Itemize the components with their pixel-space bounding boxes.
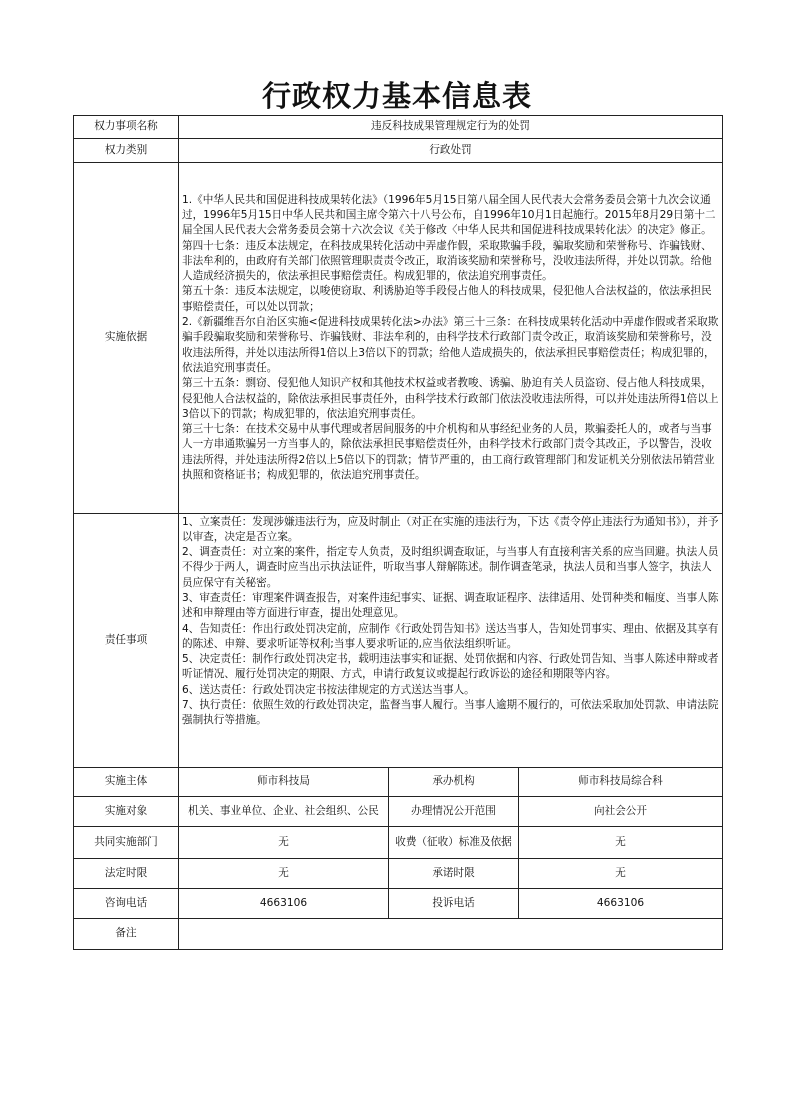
handling-unit-label: 承办机构 [389, 768, 519, 797]
subject-label: 实施主体 [74, 768, 179, 797]
disclosure-scope-label: 办理情况公开范围 [389, 797, 519, 827]
basis-paragraph: 第五十条：违反本法规定，以唆使窃取、利诱胁迫等手段侵占他人的科技成果，侵犯他人合法权益的，依法承担民事赔偿责任，可以处以罚款； [182, 285, 712, 313]
disclosure-scope-value: 向社会公开 [519, 797, 723, 827]
remarks-label: 备注 [74, 919, 179, 950]
category-value: 行政处罚 [179, 139, 723, 163]
row-subject [74, 768, 723, 797]
responsibility-paragraph: 1、立案责任：发现涉嫌违法行为，应及时制止（对正在实施的违法行为，下达《责令停止违法行为通知书》），并予以审查，决定是否立案。 [182, 515, 719, 543]
responsibility-content [179, 514, 723, 768]
remarks-value [179, 919, 723, 950]
basis-paragraph: 2.《新疆维吾尔自治区实施<促进科技成果转化法>办法》第三十三条：在科技成果转化活动中弄虚作假或者采取欺骗手段骗取奖励和荣誉称号、诈骗钱财、非法牟利的，由科学技术行政部门责令改正，取消该奖励和荣誉称号，没收违法所得，并处以违法所得1倍以上3倍以下的罚款；给他人造成损失的，依法承担民事赔偿责任；构成犯罪的，依法追究刑事责任。 [182, 316, 719, 374]
page-title: 行政权力基本信息表 [261, 79, 532, 113]
legal-deadline-label: 法定时限 [74, 859, 179, 889]
subject-value: 师市科技局 [179, 768, 389, 797]
responsibility-paragraph: 6、送达责任：行政处罚决定书按法律规定的方式送达当事人。 [182, 683, 475, 696]
responsibility-paragraph: 4、告知责任：作出行政处罚决定前，应制作《行政处罚告知书》送达当事人，告知处罚事实、理由、依据及其享有的陈述、申辩、要求听证等权利;当事人要求听证的,应当依法组织听证。 [182, 622, 719, 650]
inquiry-phone-value: 4663106 [179, 889, 389, 919]
item-name-label: 权力事项名称 [74, 116, 179, 139]
target-label: 实施对象 [74, 797, 179, 827]
joint-dept-value: 无 [179, 827, 389, 859]
row-category [74, 139, 723, 163]
inquiry-phone-label: 咨询电话 [74, 889, 179, 919]
basis-paragraph: 第三十七条：在技术交易中从事代理或者居间服务的中介机构和从事经纪业务的人员，欺骗委托人的，或者与当事人一方串通欺骗另一方当事人的，除依法承担民事赔偿责任外，由科学技术行政部门责令其改正，予以警告，没收违法所得，并处违法所得2倍以上5倍以下的罚款；情节严重的，由工商行政管理部门和发证机关分别依法吊销营业执照和资格证书；构成犯罪的，依法追究刑事责任。 [182, 423, 715, 482]
target-value: 机关、事业单位、企业、社会组织、公民 [179, 797, 389, 827]
responsibility-paragraph: 2、调查责任：对立案的案件，指定专人负责，及时组织调查取证，与当事人有直接利害关系的应当回避。执法人员不得少于两人，调查时应当出示执法证件，听取当事人辩解陈述。制作调查笔录，执法人员和当事人签字，执法人员应保守有关秘密。 [182, 546, 719, 589]
promised-deadline-label: 承诺时限 [389, 859, 519, 889]
row-responsibility [74, 514, 723, 768]
basis-paragraph: 1.《中华人民共和国促进科技成果转化法》（1996年5月15日第八届全国人民代表大会常务委员会第十九次会议通过，1996年5月15日中华人民共和国主席令第六十八号公布，自1996年10月1日起施行。2015年8月29日第十二届全国人民代表大会常务委员会第十六次会议《关于修改〈中华人民共和国促进科技成果转化法〉的决定》修正。第四十七条：违反本法规定，在科技成果转化活动中弄虚作假，采取欺骗手段，骗取奖励和荣誉称号、诈骗钱财、非法牟利的，由政府有关部门依照管理职责责令改正，取消该奖励和荣誉称号，没收违法所得，并处以罚款。给他人造成经济损失的，依法承担民事赔偿责任。构成犯罪的，依法追究刑事责任。 [182, 193, 716, 283]
row-joint [74, 827, 723, 859]
legal-deadline-value: 无 [179, 859, 389, 889]
basis-content [179, 163, 723, 514]
handling-unit-value: 师市科技局综合科 [519, 768, 723, 797]
info-table [73, 115, 723, 950]
promised-deadline-value: 无 [519, 859, 723, 889]
responsibility-label: 责任事项 [74, 514, 179, 768]
responsibility-paragraph: 5、决定责任：制作行政处罚决定书，载明违法事实和证据、处罚依据和内容、行政处罚告知、当事人陈述申辩或者听证情况、履行处罚决定的期限、方式，申请行政复议或提起行政诉讼的途径和期限等内容。 [182, 653, 719, 681]
basis-paragraph: 第三十五条：剽窃、侵犯他人知识产权和其他技术权益或者教唆、诱骗、胁迫有关人员盗窃、侵占他人科技成果，侵犯他人合法权益的，除依法承担民事责任外，由科学技术行政部门依法没收违法所得，可以并处违法所得1倍以上3倍以下的罚款；构成犯罪的，依法追究刑事责任。 [182, 377, 719, 420]
row-deadline [74, 859, 723, 889]
fee-standard-label: 收费（征收）标准及依据 [389, 827, 519, 859]
complaint-phone-value: 4663106 [519, 889, 723, 919]
row-item-name [74, 116, 723, 139]
basis-label: 实施依据 [74, 163, 179, 514]
responsibility-paragraph: 3、审查责任：审理案件调查报告，对案件违纪事实、证据、调查取证程序、法律适用、处罚种类和幅度、当事人陈述和申辩理由等方面进行审查，提出处理意见。 [182, 591, 719, 620]
joint-dept-label: 共同实施部门 [74, 827, 179, 859]
responsibility-paragraph: 7、执行责任：依照生效的行政处罚决定，监督当事人履行。当事人逾期不履行的，可依法采取加处罚款、申请法院强制执行等措施。 [182, 699, 719, 727]
row-remarks [74, 919, 723, 950]
complaint-phone-label: 投诉电话 [389, 889, 519, 919]
row-target [74, 797, 723, 827]
row-basis [74, 163, 723, 514]
category-label: 权力类别 [74, 139, 179, 163]
fee-standard-value: 无 [519, 827, 723, 859]
row-contact [74, 889, 723, 919]
item-name-value: 违反科技成果管理规定行为的处罚 [179, 116, 723, 139]
